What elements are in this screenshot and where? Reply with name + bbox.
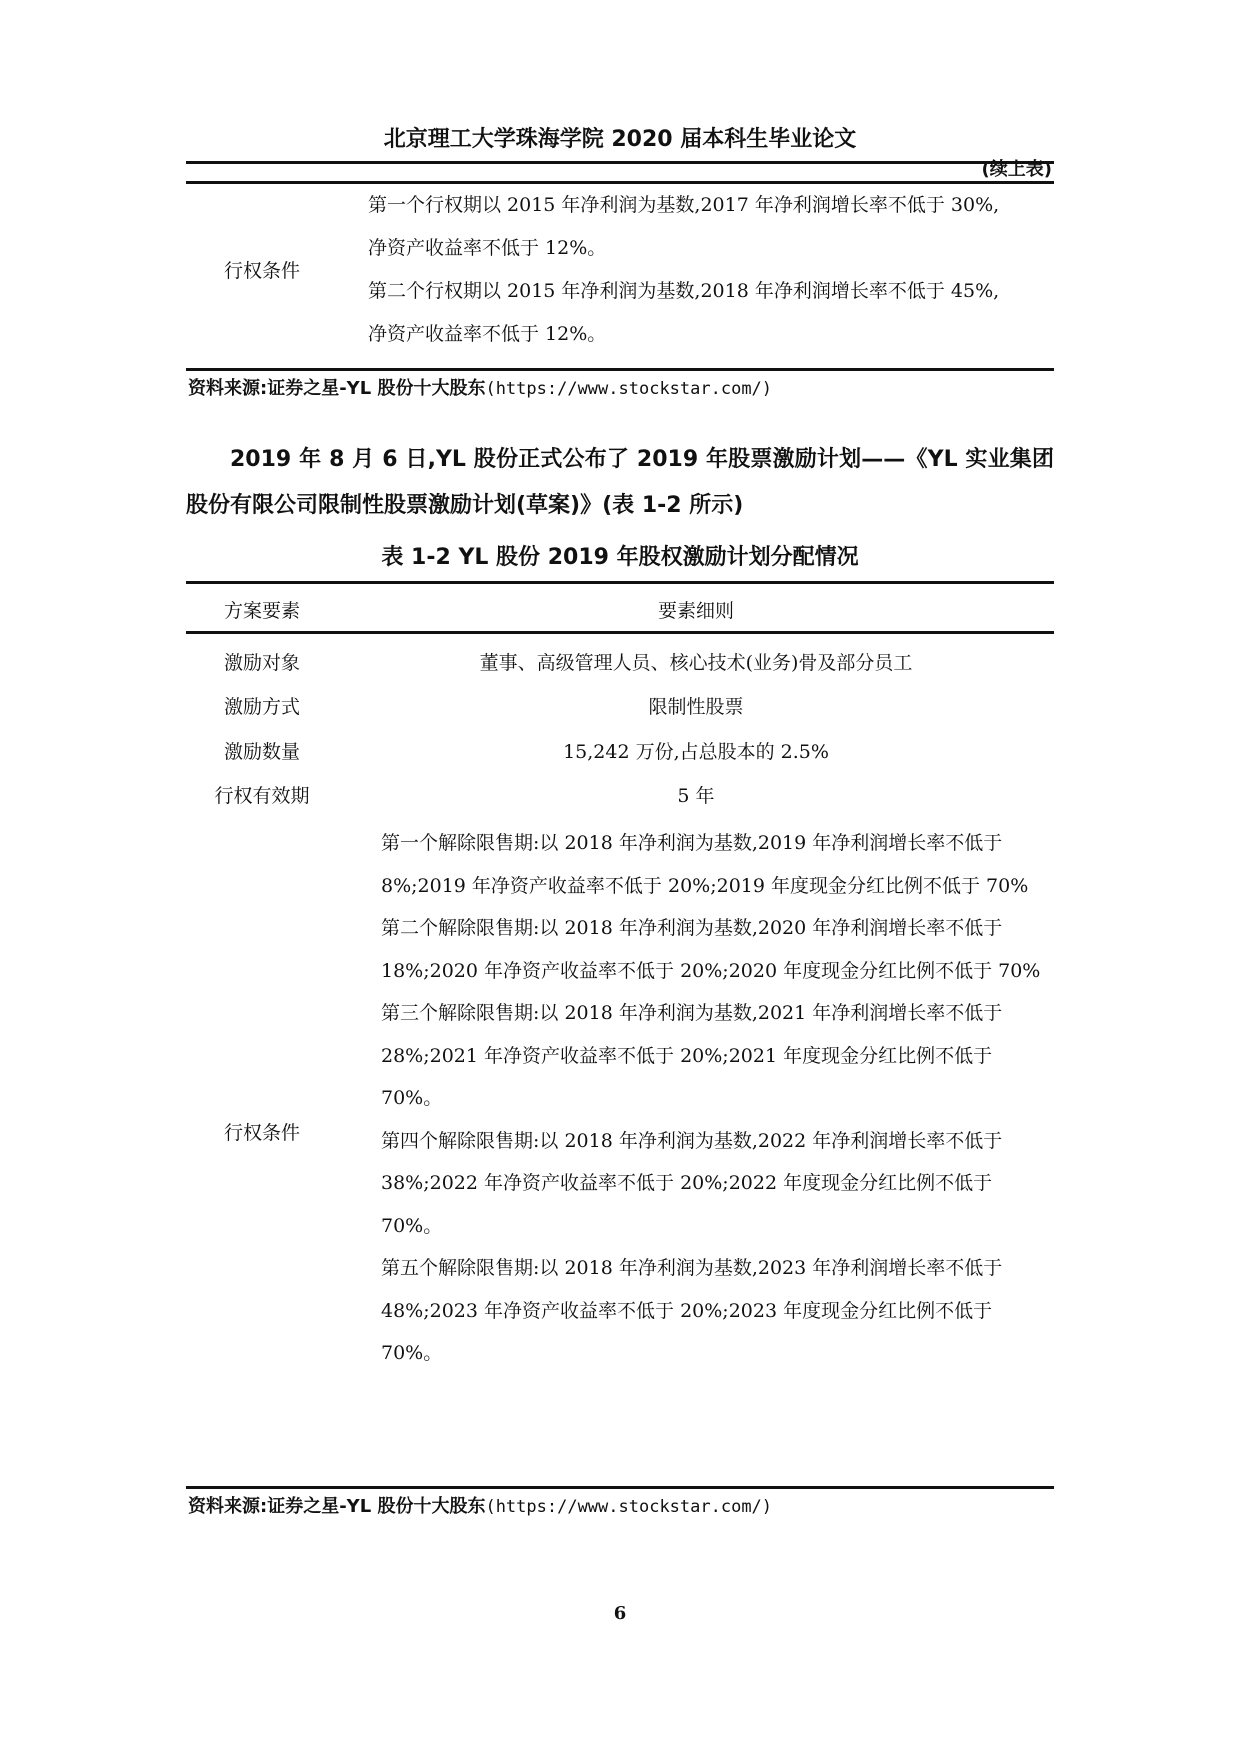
table-caption: 表 1-2 YL 股份 2019 年股权激励计划分配情况 bbox=[381, 545, 859, 570]
table-bottom-rule bbox=[186, 1486, 1054, 1489]
table-header-rule bbox=[186, 631, 1054, 634]
continued-row-content bbox=[368, 184, 1058, 356]
continued-line: 净资产收益率不低于 12%。 bbox=[368, 237, 607, 259]
header-rule bbox=[186, 161, 1054, 164]
page-number: 6 bbox=[613, 1603, 627, 1624]
source-prefix: 资料来源:证券之星-YL 股份十大股东 bbox=[188, 1496, 486, 1517]
source-prefix: 资料来源:证券之星-YL 股份十大股东 bbox=[188, 378, 486, 399]
running-header: 北京理工大学珠海学院 2020 届本科生毕业论文 bbox=[383, 127, 857, 152]
exercise-conditions-list bbox=[381, 822, 1041, 1375]
continued-table-source bbox=[188, 374, 772, 400]
continued-table-label: (续上表) bbox=[981, 159, 1052, 180]
continued-line: 第二个行权期以 2015 年净利润为基数,2018 年净利润增长率不低于 45%, bbox=[368, 280, 1000, 302]
row-label-incentive-method: 激励方式 bbox=[223, 696, 300, 718]
condition-item: 第二个解除限售期:以 2018 年净利润为基数,2020 年净利润增长率不低于 18%;2020 年净资产收益率不低于 20%;2020 年度现金分红比例不低于 70% bbox=[381, 917, 1041, 982]
table-top-rule bbox=[186, 581, 1054, 584]
row-value-incentive-quantity: 15,242 万份,占总股本的 2.5% bbox=[563, 741, 829, 763]
condition-item: 第三个解除限售期:以 2018 年净利润为基数,2021 年净利润增长率不低于 28%;2021 年净资产收益率不低于 20%;2021 年度现金分红比例不低于 70%。 bbox=[381, 1002, 1003, 1109]
source-url: (https://www.stockstar.com/) bbox=[485, 1497, 773, 1517]
body-paragraph: 2019 年 8 月 6 日,YL 股份正式公布了 2019 年股票激励计划——《YL 实业集团股份有限公司限制性股票激励计划(草案)》(表 1-2 所示) bbox=[186, 447, 1054, 518]
row-label-validity-period: 行权有效期 bbox=[214, 785, 310, 807]
row-label-exercise-conditions: 行权条件 bbox=[223, 1122, 300, 1144]
continued-row-label: 行权条件 bbox=[223, 260, 300, 282]
continued-table-bottom-rule bbox=[186, 368, 1054, 371]
continued-line: 第一个行权期以 2015 年净利润为基数,2017 年净利润增长率不低于 30%, bbox=[368, 194, 1000, 216]
condition-item: 第四个解除限售期:以 2018 年净利润为基数,2022 年净利润增长率不低于 38%;2022 年净资产收益率不低于 20%;2022 年度现金分红比例不低于 70%。 bbox=[381, 1129, 1003, 1237]
continued-line: 净资产收益率不低于 12%。 bbox=[368, 323, 607, 345]
row-value-incentive-target: 董事、高级管理人员、核心技术(业务)骨及部分员工 bbox=[479, 652, 913, 674]
table-source bbox=[188, 1492, 772, 1518]
source-url: (https://www.stockstar.com/) bbox=[485, 379, 773, 399]
row-label-incentive-quantity: 激励数量 bbox=[223, 741, 300, 763]
condition-item: 第五个解除限售期:以 2018 年净利润为基数,2023 年净利润增长率不低于 48%;2023 年净资产收益率不低于 20%;2023 年度现金分红比例不低于 70%。 bbox=[381, 1257, 1003, 1364]
row-value-incentive-method: 限制性股票 bbox=[648, 696, 744, 718]
table-header-elements: 方案要素 bbox=[223, 600, 300, 622]
table-header-details: 要素细则 bbox=[657, 600, 734, 622]
row-label-incentive-target: 激励对象 bbox=[223, 652, 300, 674]
condition-item: 第一个解除限售期:以 2018 年净利润为基数,2019 年净利润增长率不低于 8%;2019 年净资产收益率不低于 20%;2019 年度现金分红比例不低于 70% bbox=[381, 832, 1029, 897]
row-value-validity-period: 5 年 bbox=[677, 785, 715, 807]
